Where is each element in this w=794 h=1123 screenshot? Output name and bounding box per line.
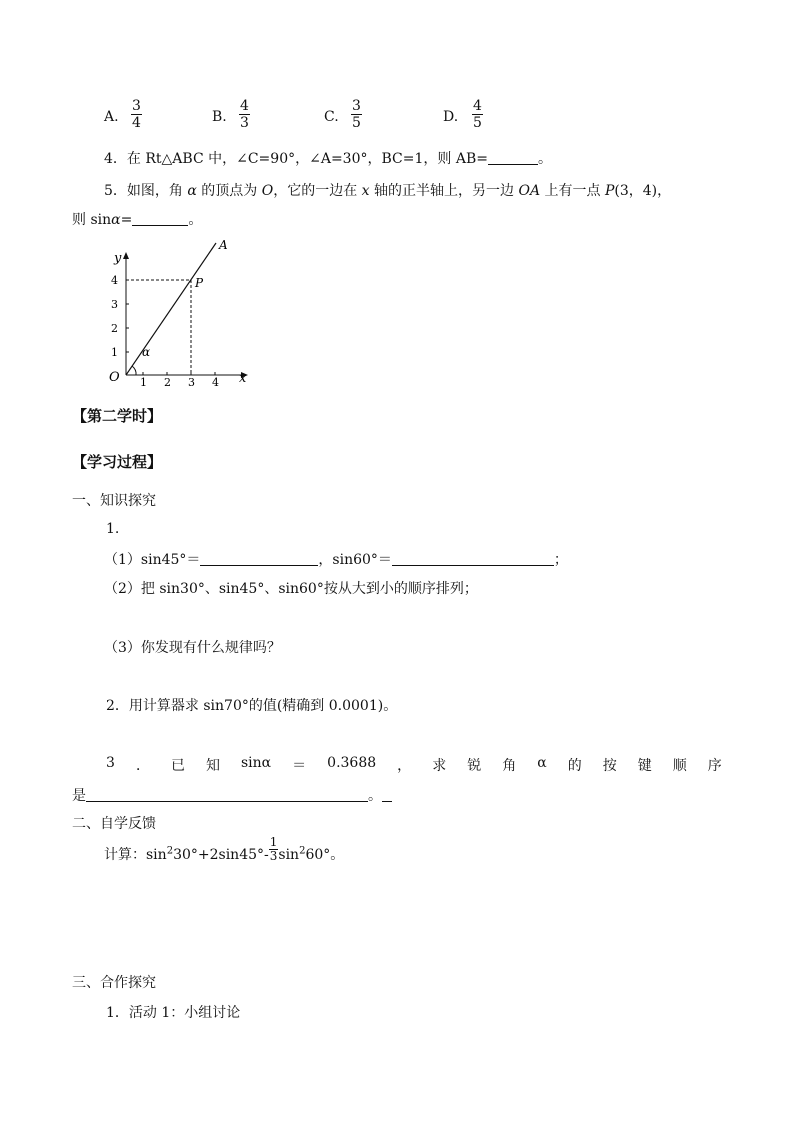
ray-oa-line: [126, 243, 216, 375]
item-3-token: 已: [170, 758, 185, 774]
ray-a-label: A: [219, 238, 228, 252]
question-4-end: 。: [537, 151, 552, 167]
item-3-token: 锐: [467, 758, 482, 774]
part-2-calculation: [104, 835, 345, 876]
item-3-end: 。: [368, 788, 382, 804]
option-c-fraction: $\frac{3}{5}$: [352, 98, 361, 131]
point-o: O: [261, 183, 274, 199]
answer-blank: [392, 551, 554, 566]
point-p-label: P: [195, 276, 204, 290]
item-3-token: 0.3688: [327, 755, 377, 771]
calc-fraction: $\frac{1}{3}$: [269, 835, 278, 863]
calc-text: sin: [278, 847, 300, 863]
item-3-token: 知: [205, 758, 220, 774]
part-1-item-2: 2．用计算器求 sin70°的值(精确到 0.0001)。: [106, 698, 398, 714]
part-2-heading: 二、自学反馈: [72, 816, 156, 832]
calc-text: 30°+2sin45°-: [173, 847, 269, 863]
part-3-heading: 三、合作探究: [72, 975, 156, 991]
item-3-token: 求: [432, 758, 447, 774]
section-heading-process: 【学习过程】: [72, 453, 163, 471]
question-4-text: 4．在 Rt△ABC 中，∠C=90°，∠A=30°，BC=1，则 AB=: [104, 151, 488, 167]
item-3-text: 是: [72, 788, 86, 804]
coordinate-figure: [104, 235, 254, 387]
option-b-label: B.: [212, 109, 227, 125]
part-1-sub-2: （2）把 sin30°、sin45°、sin60°按从大到小的顺序排列；: [104, 581, 478, 597]
sub-1-text: （1）sin45°＝: [104, 552, 201, 568]
part-1-item-3-line-1: [106, 755, 722, 775]
y-tick-label: 1: [111, 346, 118, 359]
alpha-symbol: α: [111, 212, 121, 228]
item-3-token: 的: [567, 758, 582, 774]
part-3-item-1: 1．活动 1：小组讨论: [106, 1005, 241, 1021]
answer-blank: [200, 551, 318, 566]
y-tick-label: 4: [111, 274, 118, 287]
item-3-token: α: [537, 755, 547, 771]
x-tick-label: 2: [164, 376, 171, 387]
option-d-label: D.: [443, 109, 459, 125]
q5-text: 的顶点为: [196, 183, 262, 199]
item-3-token: 角: [502, 758, 517, 774]
option-c-label: C.: [324, 109, 339, 125]
q5-text: 5．如图，角: [104, 183, 188, 199]
q5-text: (3，4)，: [614, 183, 672, 199]
item-3-token: 按: [602, 758, 617, 774]
item-3-token: 3: [106, 755, 115, 771]
angle-alpha-label: α: [142, 345, 151, 359]
x-tick-label: 4: [212, 376, 219, 387]
x-tick-label: 1: [140, 376, 147, 387]
angle-arc: [132, 366, 136, 375]
point-p: P: [604, 183, 615, 199]
answer-blank: [488, 150, 538, 165]
sub-1-end: ；: [553, 552, 568, 568]
q5-text: 轴的正半轴上，另一边: [369, 183, 519, 199]
q5-text: 上有一点: [540, 183, 605, 199]
x-tick-label: 3: [188, 376, 195, 387]
q5-text: 。: [188, 212, 203, 228]
calc-text: 60°。: [305, 847, 345, 863]
item-3-token: ．: [135, 758, 150, 774]
calc-superscript: 2: [299, 845, 306, 857]
q5-text: 则 sin: [72, 212, 112, 228]
option-a-fraction: $\frac{3}{4}$: [132, 98, 141, 131]
x-axis-label: x: [239, 371, 247, 386]
answer-blank: [132, 211, 188, 226]
q5-text: =: [120, 212, 133, 228]
origin-label: O: [109, 370, 120, 385]
item-3-token: 顺: [672, 758, 687, 774]
answer-blank: [86, 787, 368, 802]
ray-oa: OA: [518, 183, 541, 199]
y-tick-label: 2: [111, 322, 118, 335]
question-4: [104, 148, 552, 168]
part-1-sub-3: （3）你发现有什么规律吗？: [104, 640, 281, 656]
calc-superscript: 2: [166, 845, 174, 857]
x-symbol: x: [361, 183, 370, 199]
item-3-token: ，: [397, 758, 412, 774]
part-1-item-3-line-2: [72, 785, 392, 805]
answer-blank-tail: [382, 787, 392, 802]
item-3-token: ＝: [292, 758, 307, 774]
sub-1-text: ，sin60°＝: [318, 552, 392, 568]
part-1-item-1: 1.: [106, 521, 120, 537]
y-axis-label: y: [114, 251, 122, 266]
item-3-token: 键: [637, 758, 652, 774]
question-5-line-1: [104, 180, 671, 200]
part-1-sub-1: [104, 549, 568, 569]
item-3-token: 序: [707, 758, 722, 774]
part-1-heading: 一、知识探究: [72, 493, 156, 509]
question-5-line-2: [72, 209, 202, 229]
calc-text: 计算：sin: [104, 847, 167, 863]
y-axis-arrow-icon: [123, 252, 129, 259]
alpha-symbol: α: [187, 183, 197, 199]
item-3-token: sinα: [240, 755, 272, 771]
section-heading-period-2: 【第二学时】: [72, 407, 163, 425]
option-a-label: A.: [104, 109, 119, 125]
q5-text: ，它的一边在: [273, 183, 362, 199]
y-tick-label: 3: [111, 298, 118, 311]
option-b-fraction: $\frac{4}{3}$: [240, 98, 249, 131]
option-d-fraction: $\frac{4}{5}$: [473, 98, 482, 131]
